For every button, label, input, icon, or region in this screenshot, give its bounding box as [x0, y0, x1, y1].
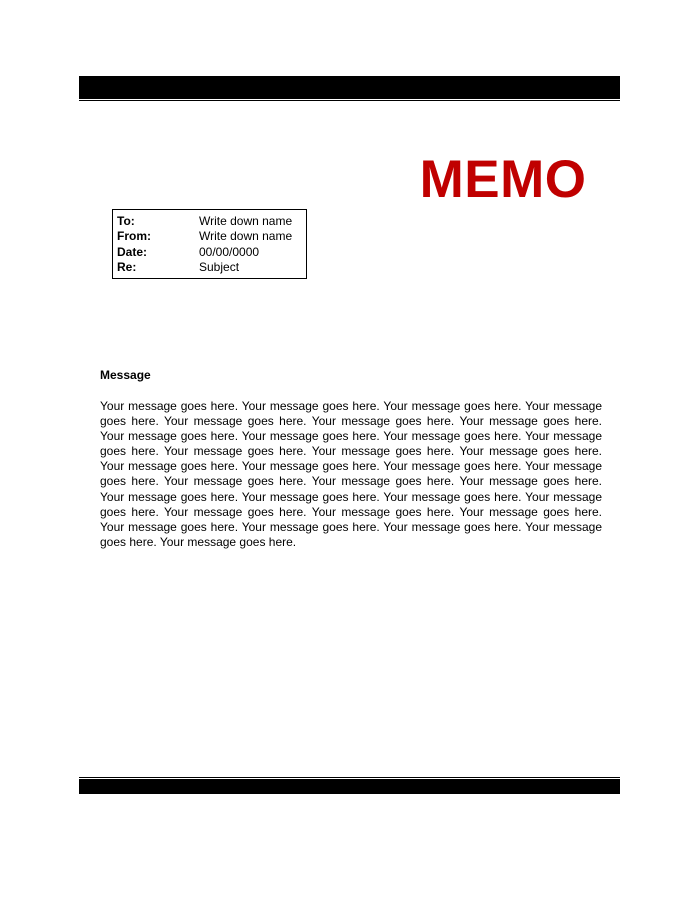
re-row — [117, 260, 302, 275]
footer-bar — [79, 779, 620, 794]
message-heading: Message — [100, 368, 151, 382]
from-row — [117, 229, 302, 244]
memo-title: MEMO — [419, 150, 587, 209]
message-body: Your message goes here. Your message goes here. Your message goes here. Your message goes here. Your message goes here. Your message goes here. Your message goes here. Your message goes here. Your message goes here. Your message goes here. Your message goes here. Your message goes here. Your message goes here. Your message goes here. Your message goes here. Your message goes here. Your message goes here. Your message goes here. Your message goes here. Your message goes here. Your message goes here. Your message goes here. Your message goes here. Your message goes here. Your message goes here. Your message goes here. Your message goes here. Your message goes here. Your message goes here. Your message goes here. Your message goes here. Your message goes here. Your message goes here. — [100, 399, 602, 549]
header-bar — [79, 76, 620, 99]
from-value: Write down name — [199, 229, 293, 244]
date-row — [117, 245, 302, 260]
header-rule — [79, 100, 620, 101]
re-label: Re: — [117, 259, 137, 274]
from-label: From: — [117, 229, 151, 244]
date-value: 00/00/0000 — [199, 244, 260, 259]
to-label: To: — [117, 214, 135, 228]
memo-header-box — [112, 209, 307, 279]
re-value: Subject — [199, 259, 240, 274]
footer-rule — [79, 777, 620, 778]
to-row — [117, 214, 302, 229]
to-value: Write down name — [199, 214, 293, 228]
date-label: Date: — [117, 244, 148, 259]
